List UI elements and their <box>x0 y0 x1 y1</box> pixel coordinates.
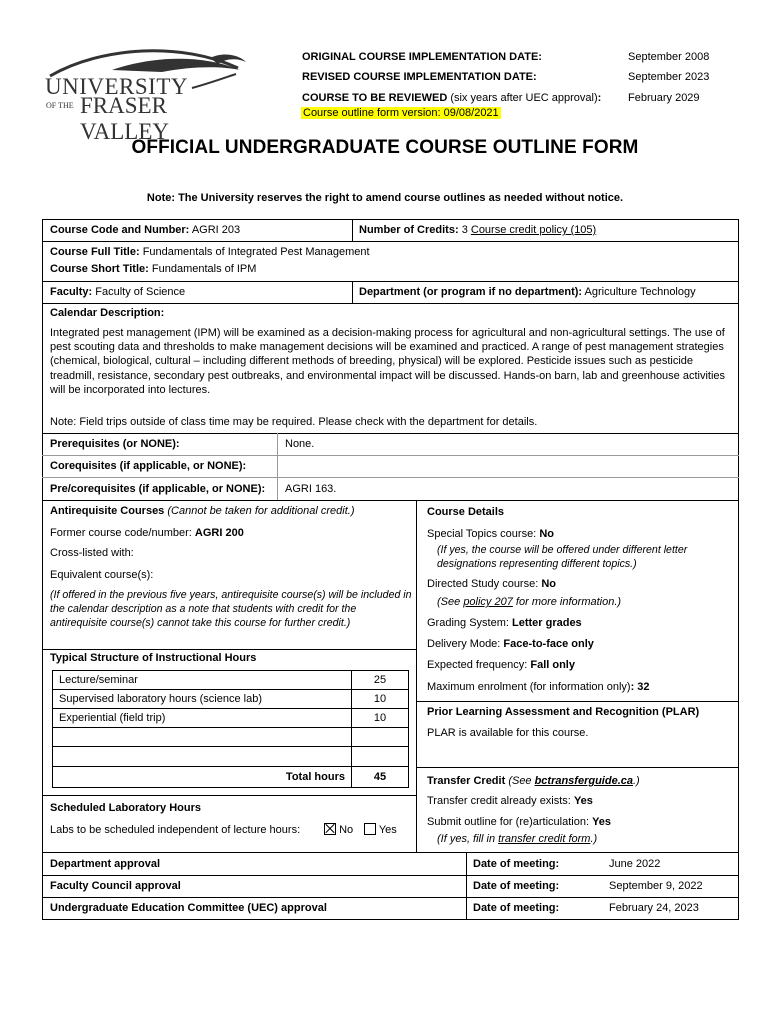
faculty <box>50 286 185 298</box>
transfer-exists-label: Transfer credit already exists: <box>427 795 571 807</box>
special-topics <box>427 528 554 540</box>
faculty-label: Faculty: <box>50 286 93 298</box>
short-title <box>50 263 256 275</box>
hours-row-hours: 10 <box>373 693 387 705</box>
field-trip-note: Note: Field trips outside of class time may be required. Please check with the department for details. <box>50 416 538 428</box>
transfer-label: Transfer Credit <box>427 775 506 787</box>
enrolment-label: Maximum enrolment (for information only) <box>427 681 631 693</box>
department <box>359 286 696 298</box>
delivery-value: Face-to-face only <box>503 638 594 650</box>
review-note: (six years after UEC approval) <box>450 92 598 104</box>
revised-date-value: September 2023 <box>628 71 710 83</box>
original-date-label: ORIGINAL COURSE IMPLEMENTATION DATE: <box>302 51 542 63</box>
hours-row-activity: Experiential (field trip) <box>59 712 166 724</box>
hours-row-activity: Supervised laboratory hours (science lab) <box>59 693 262 705</box>
approval-date-label: Date of meeting: <box>473 902 560 914</box>
frequency-label: Expected frequency: <box>427 659 528 671</box>
plar-label: Prior Learning Assessment and Recognition (PLAR) <box>427 706 700 718</box>
directed-note-pre: (See <box>437 596 461 608</box>
former-code-value: AGRI 200 <box>194 527 244 539</box>
review-label-text: COURSE TO BE REVIEWED <box>302 92 448 104</box>
total-hours-label: Total hours <box>285 771 345 783</box>
precoreq-label: Pre/corequisites (if applicable, or NONE): <box>50 483 266 495</box>
approval-date: June 2022 <box>609 858 661 870</box>
credit-policy-link[interactable]: Course credit policy (105) <box>470 224 597 236</box>
directed-study-value: No <box>541 578 557 590</box>
logo-prefix: OF THE <box>46 101 74 110</box>
form-version: Course outline form version: 09/08/2021 <box>303 107 499 119</box>
original-date-value: September 2008 <box>628 51 710 63</box>
former-code-label: Former course code/number: <box>50 527 192 539</box>
antireq-note: (If offered in the previous five years, antirequisite course(s) will be included in the calendar description as a note that students with credit for the antirequisite course(s) cannot take this course for further credit.) <box>50 589 412 629</box>
directed-study-label: Directed Study course: <box>427 578 539 590</box>
checkbox-empty-icon[interactable] <box>364 823 376 835</box>
hours-row-hours: 25 <box>373 674 387 686</box>
grading-system <box>427 617 582 629</box>
special-topics-label: Special Topics course: <box>427 528 537 540</box>
credits <box>359 224 596 236</box>
approval-label: Department approval <box>50 858 161 870</box>
credits-label: Number of Credits: <box>359 224 459 236</box>
transfer-submit-note <box>437 833 597 845</box>
crosslisted-label: Cross-listed with: <box>50 547 134 559</box>
frequency-value: Fall only <box>530 659 575 671</box>
special-topics-value: No <box>539 528 554 540</box>
policy-207-link[interactable]: policy 207 <box>463 596 513 608</box>
directed-study <box>427 578 556 590</box>
faculty-value: Faculty of Science <box>95 286 186 298</box>
directed-note-post: for more information.) <box>515 596 622 608</box>
bctransferguide-link[interactable]: bctransferguide.ca <box>534 775 633 787</box>
max-enrolment <box>427 681 650 693</box>
credits-value: 3 <box>461 224 468 236</box>
approval-date-label: Date of meeting: <box>473 880 560 892</box>
short-title-label: Course Short Title: <box>50 263 149 275</box>
antireq-label: Antirequisite Courses <box>50 505 165 517</box>
plar-text: PLAR is available for this course. <box>427 727 589 739</box>
grading-value: Letter grades <box>511 617 582 629</box>
page-title: OFFICIAL UNDERGRADUATE COURSE OUTLINE FORM <box>131 137 639 158</box>
transfer-exists-value: Yes <box>573 795 593 807</box>
review-date-value: February 2029 <box>628 92 700 104</box>
university-logo <box>42 48 252 144</box>
course-code-value: AGRI 203 <box>191 224 241 236</box>
delivery-mode <box>427 638 594 650</box>
equivalent-label: Equivalent course(s): <box>50 569 154 581</box>
approval-label: Faculty Council approval <box>50 880 181 892</box>
transfer-heading <box>427 775 640 787</box>
expected-frequency <box>427 659 575 671</box>
grading-label: Grading System: <box>427 617 509 629</box>
precoreq-value: AGRI 163. <box>285 483 337 495</box>
special-topics-note: (If yes, the course will be offered under different letter designations representing different topics.) <box>437 544 688 570</box>
logo-line1: UNIVERSITY <box>45 74 188 99</box>
prereq-label: Prerequisites (or NONE): <box>50 438 180 450</box>
full-title-value: Fundamentals of Integrated Pest Management <box>142 246 370 258</box>
full-title-label: Course Full Title: <box>50 246 140 258</box>
transfer-submit-label: Submit outline for (re)articulation: <box>427 816 590 828</box>
transfer-credit-form-link[interactable]: transfer credit form <box>498 833 591 845</box>
transfer-see-pre: (See <box>508 775 532 787</box>
approval-label: Undergraduate Education Committee (UEC) approval <box>50 902 327 914</box>
transfer-note-post: .) <box>590 833 598 845</box>
hours-row-activity: Lecture/seminar <box>59 674 138 686</box>
short-title-value: Fundamentals of IPM <box>151 263 257 275</box>
department-value: Agriculture Technology <box>584 286 696 298</box>
hours-label: Typical Structure of Instructional Hours <box>50 652 257 664</box>
lab-yes-label: Yes <box>378 824 397 836</box>
amend-note: Note: The University reserves the right to amend course outlines as needed without notice. <box>146 192 624 204</box>
revised-date-label: REVISED COURSE IMPLEMENTATION DATE: <box>302 71 537 83</box>
checkbox-checked-icon[interactable] <box>324 823 336 835</box>
details-label: Course Details <box>427 506 505 518</box>
delivery-label: Delivery Mode: <box>427 638 501 650</box>
hours-row-hours: 10 <box>373 712 387 724</box>
coreq-label: Corequisites (if applicable, or NONE): <box>50 460 247 472</box>
prereq-value: None. <box>285 438 315 450</box>
logo-line2: FRASER VALLEY <box>80 93 170 144</box>
approval-date: February 24, 2023 <box>609 902 699 914</box>
department-label: Department (or program if no department): <box>359 286 583 298</box>
lab-yes-option[interactable] <box>364 823 397 836</box>
review-date-label <box>302 92 601 104</box>
full-title <box>50 246 370 258</box>
course-code-label: Course Code and Number: <box>50 224 190 236</box>
lab-no-label: No <box>339 824 354 836</box>
course-code <box>50 224 240 236</box>
transfer-submit-value: Yes <box>592 816 612 828</box>
calendar-label: Calendar Description: <box>50 307 165 319</box>
review-colon: : <box>597 92 602 104</box>
lab-question: Labs to be scheduled independent of lecture hours: <box>50 824 301 836</box>
approval-date-label: Date of meeting: <box>473 858 560 870</box>
antireq-heading <box>50 505 354 517</box>
transfer-submit <box>427 816 611 828</box>
total-hours-value: 45 <box>373 771 387 783</box>
former-code <box>50 527 244 539</box>
approval-date: September 9, 2022 <box>609 880 703 892</box>
enrolment-value: : 32 <box>630 681 650 693</box>
lab-label: Scheduled Laboratory Hours <box>50 802 201 814</box>
transfer-note-pre: (If yes, fill in <box>437 833 496 845</box>
directed-study-note <box>437 596 621 608</box>
transfer-exists <box>427 795 593 807</box>
antireq-label-note: (Cannot be taken for additional credit.) <box>167 505 355 517</box>
transfer-see-post: .) <box>632 775 640 787</box>
calendar-description: Integrated pest management (IPM) will be examined as a decision-making process for agricultural and non-agricultural settings. The use of pest scouting data and thresholds to make management decisions will be examined and practiced. A range of pest management strategies (chemical, biological, cultural – including different methods of breeding, physical) will be explored. Pesticide issues such as pesticide treadmill, resistance, secondary pest outbreaks, and environmental impact will be discussed. Hands-on barn, lab and greenhouse activities will be incorporated into lectures. <box>50 327 726 396</box>
lab-no-option[interactable] <box>324 823 353 836</box>
